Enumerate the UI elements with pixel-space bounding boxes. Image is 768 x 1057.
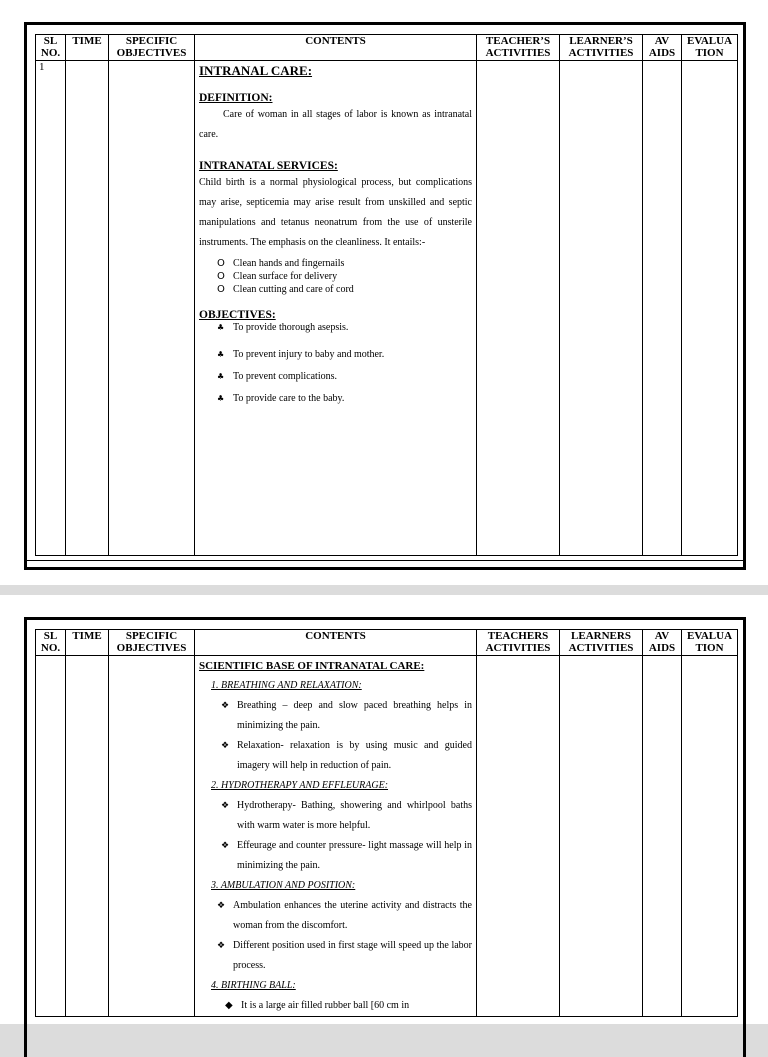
list-item: ❖ Ambulation enhances the uterine activity and distracts the woman from the discomfort.	[217, 896, 472, 936]
bullet-list	[199, 696, 472, 776]
col-header-specific-objectives: SPECIFIC OBJECTIVES	[109, 630, 195, 656]
list-item: ♣ To provide care to the baby.	[217, 388, 472, 410]
col-header-teachers-activities: TEACHER’S ACTIVITIES	[477, 35, 560, 61]
col-header-sl-no: SL NO.	[36, 630, 66, 656]
header-row	[36, 35, 738, 61]
col-header-evaluation: EVALUA TION	[682, 35, 738, 61]
definition-heading: DEFINITION:	[199, 92, 273, 104]
numbered-heading: 1. BREATHING AND RELAXATION:	[211, 680, 362, 691]
specific-objectives-cell	[109, 656, 195, 1017]
teachers-activities-cell	[477, 61, 560, 556]
club-bullet-icon: ♣	[217, 323, 225, 332]
col-header-sl-no: SL NO.	[36, 35, 66, 61]
list-item: O Clean surface for delivery	[217, 271, 338, 282]
list-item: ♣ To prevent complications.	[217, 366, 472, 388]
learners-activities-cell	[560, 61, 643, 556]
circle-bullet-icon: O	[217, 271, 225, 282]
cleanliness-list	[199, 257, 472, 296]
header-row	[36, 630, 738, 656]
diamond-bullet-icon: ❖	[221, 801, 230, 811]
bullet-list	[199, 996, 472, 1016]
list-item: ❖ Different position used in first stage will speed up the labor process.	[217, 936, 472, 976]
document-page-2	[0, 595, 768, 1024]
list-item: ♣ To provide thorough asepsis.	[217, 322, 349, 333]
col-header-learners-activities: LEARNER’S ACTIVITIES	[560, 35, 643, 61]
specific-objectives-cell	[109, 61, 195, 556]
bullet-list	[199, 896, 472, 976]
list-item: O Clean hands and fingernails	[217, 258, 345, 269]
list-item: ❖ Effeurage and counter pressure- light massage will help in minimizing the pain.	[221, 836, 472, 876]
diamond-bullet-icon: ❖	[217, 901, 226, 911]
diamond-bullet-icon: ❖	[217, 941, 226, 951]
numbered-heading: 2. HYDROTHERAPY AND EFFLEURAGE:	[211, 780, 389, 791]
bullet-list	[199, 796, 472, 876]
lesson-plan-table	[35, 34, 738, 556]
numbered-heading: 3. AMBULATION AND POSITION:	[211, 880, 356, 891]
contents-cell	[195, 656, 477, 1017]
av-aids-cell	[643, 61, 682, 556]
services-heading: INTRANATAL SERVICES:	[199, 160, 338, 172]
col-header-av-aids: AV AIDS	[643, 630, 682, 656]
section-title: SCIENTIFIC BASE OF INTRANATAL CARE:	[199, 660, 425, 672]
section-title: INTRANAL CARE:	[199, 63, 313, 78]
page-border	[24, 22, 746, 570]
col-header-time: TIME	[66, 35, 109, 61]
time-cell	[66, 656, 109, 1017]
list-item: ◆ It is a large air filled rubber ball [60 cm in	[225, 996, 472, 1016]
list-item: ❖ Relaxation- relaxation is by using music and guided imagery will help in reduction of pain.	[221, 736, 472, 776]
serial-cell	[36, 656, 66, 1017]
col-header-teachers-activities: TEACHERS ACTIVITIES	[477, 630, 560, 656]
col-header-learners-activities: LEARNERS ACTIVITIES	[560, 630, 643, 656]
lesson-plan-table	[35, 629, 738, 1017]
diamond-bullet-icon: ◆	[225, 1000, 233, 1011]
evaluation-cell	[682, 61, 738, 556]
numbered-heading: 4. BIRTHING BALL:	[211, 980, 296, 991]
diamond-bullet-icon: ❖	[221, 741, 230, 751]
col-header-time: TIME	[66, 630, 109, 656]
learners-activities-cell	[560, 656, 643, 1017]
circle-bullet-icon: O	[217, 258, 225, 269]
teachers-activities-cell	[477, 656, 560, 1017]
objectives-list	[199, 322, 472, 410]
col-header-av-aids: AV AIDS	[643, 35, 682, 61]
serial-cell: 1	[36, 61, 66, 556]
services-text: Child birth is a normal physiological process, but complications may arise, septicemia may arise result from unskilled and septic manipulations and tetanus neonatrum from the use of unsterile instruments. The emphasis on the cleanliness. It entails:-	[199, 177, 472, 248]
diamond-bullet-icon: ❖	[221, 841, 230, 851]
objectives-heading: OBJECTIVES:	[199, 309, 276, 321]
list-item: ❖ Breathing – deep and slow paced breathing helps in minimizing the pain.	[221, 696, 472, 736]
col-header-contents: CONTENTS	[195, 35, 477, 61]
circle-bullet-icon: O	[217, 284, 225, 295]
club-bullet-icon: ♣	[217, 372, 225, 381]
table-row	[36, 656, 738, 1017]
definition-text: Care of woman in all stages of labor is known as intranatal care.	[199, 109, 472, 140]
club-bullet-icon: ♣	[217, 394, 225, 403]
club-bullet-icon: ♣	[217, 350, 225, 359]
evaluation-cell	[682, 656, 738, 1017]
av-aids-cell	[643, 656, 682, 1017]
col-header-contents: CONTENTS	[195, 630, 477, 656]
table-row	[36, 61, 738, 556]
list-item: O Clean cutting and care of cord	[217, 284, 354, 295]
list-item: ♣ To prevent injury to baby and mother.	[217, 344, 472, 366]
page-border	[24, 617, 746, 1057]
col-header-evaluation: EVALUA TION	[682, 630, 738, 656]
time-cell	[66, 61, 109, 556]
list-item: ❖ Hydrotherapy- Bathing, showering and whirlpool baths with warm water is more helpful.	[221, 796, 472, 836]
contents-cell	[195, 61, 477, 556]
diamond-bullet-icon: ❖	[221, 701, 230, 711]
col-header-specific-objectives: SPECIFIC OBJECTIVES	[109, 35, 195, 61]
